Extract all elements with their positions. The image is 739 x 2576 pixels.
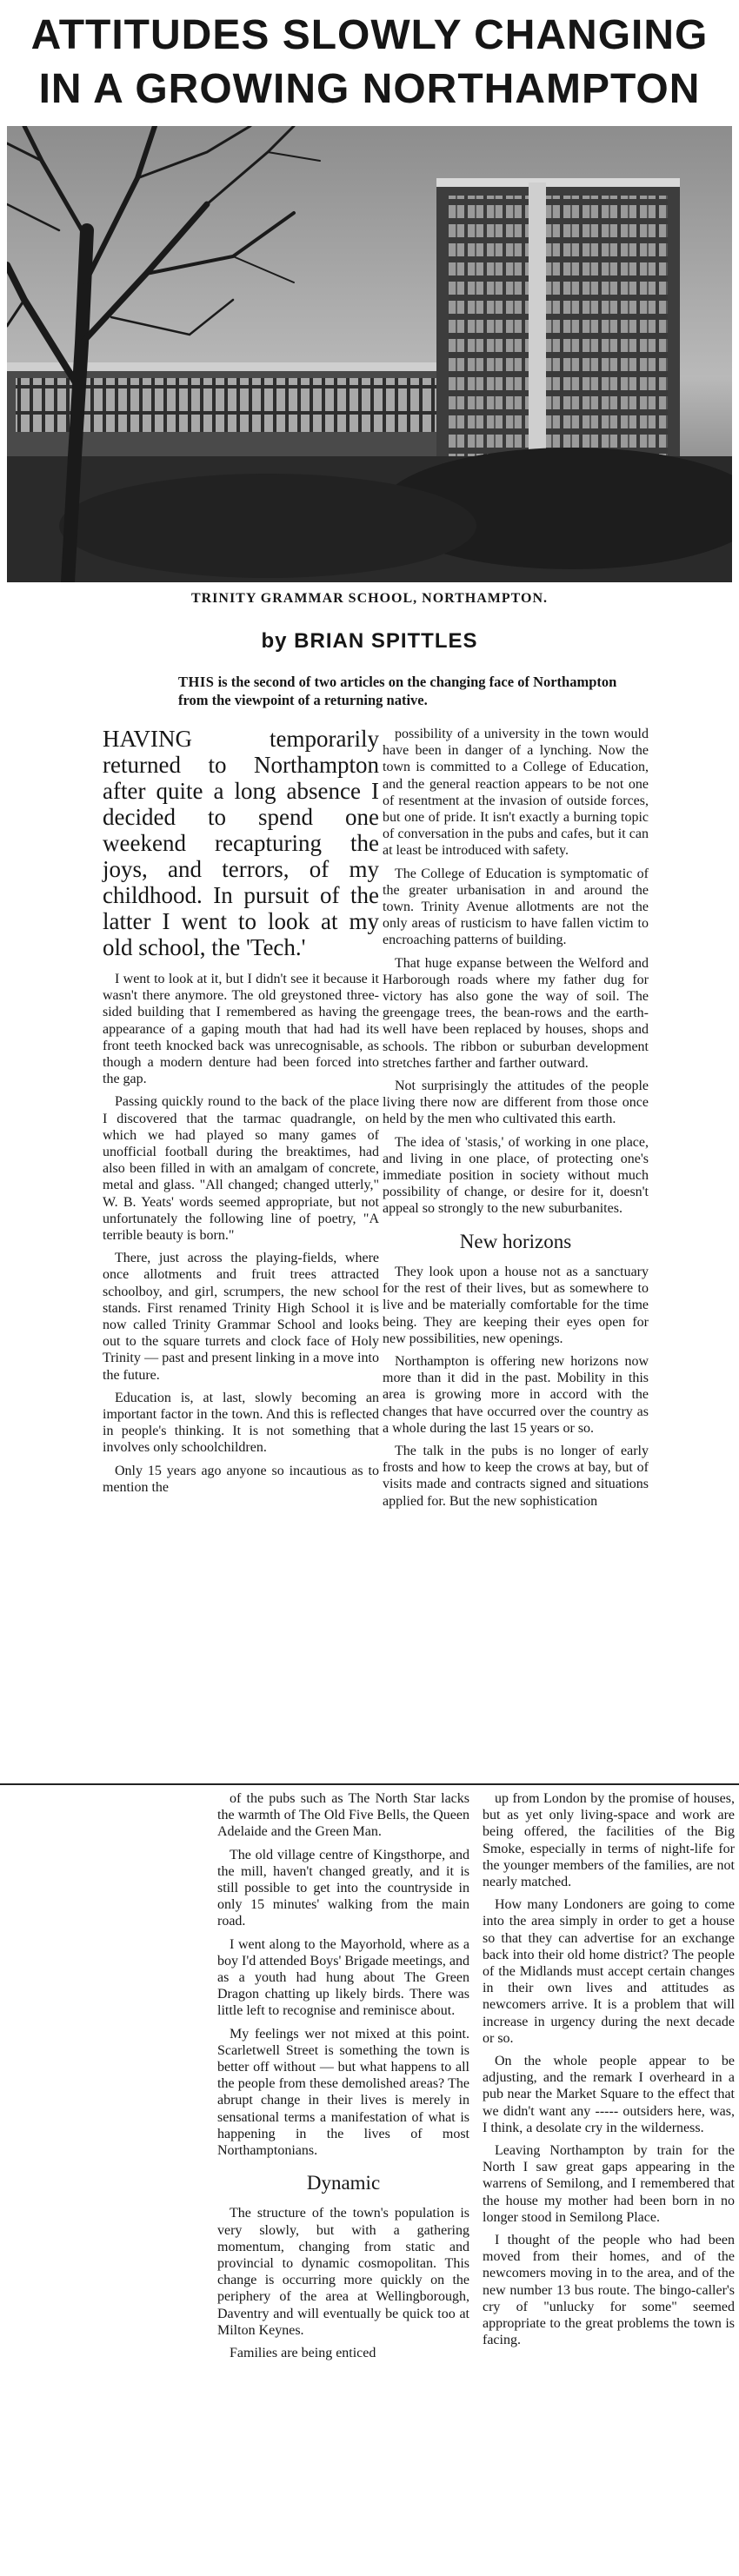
headline	[0, 9, 739, 116]
paragraph: How many Londoners are going to come into the area simply in order to get a house so that they can advertise for an exchange back into their old home district? The people of the Midlands must accept certain changes in their own lives and attitudes as newcomers arrive. It is a problem that will increase in urgency during the next decade or so.	[483, 1897, 735, 2046]
paragraph: Families are being enticed	[230, 2346, 376, 2361]
paragraph: Not surprisingly the attitudes of the people living there now are different from those once held by the men who cultivated this earth.	[383, 1079, 649, 1127]
byline: by BRIAN SPITTLES	[261, 629, 478, 653]
paragraph: On the whole people appear to be adjusting, and the remark I overheard in a pub near the Market Square to the effect that we didn't want any ----- outsiders here, was, I think, a desolate cry in the wilderness.	[483, 2054, 735, 2135]
paragraph: Passing quickly round to the back of the place I discovered that the tarmac quadrangle, on which we had played so many games of unofficial football during the breaktimes, had also been filled in with an amalgam of concrete, metal and glass. "All changed; changed utterly," W. B. Yeats' words seemed appropriate, but not unfortunately the following line of poetry, "A terrible beauty is born."	[103, 1094, 379, 1244]
school-photo	[7, 126, 732, 582]
paragraph: Northampton is offering new horizons now more than it did in the past. Mobility in this area is growing more in accord with the changes that have occurred over the country as a whole during the last 15 years or so.	[383, 1353, 649, 1436]
paragraph: up from London by the promise of houses, but as yet only living-space and work are being offered, the facilities of the Big Smoke, especially in terms of night-life for the younger members of the families, are not nearly matched.	[483, 1791, 735, 1890]
paragraph: They look upon a house not as a sanctuary for the rest of their lives, but as somewhere to live and be materially comfortable for the time being. They are keeping their eyes open for new possibilities, new openings.	[383, 1264, 649, 1346]
subheading-dynamic: Dynamic	[306, 2172, 381, 2194]
headline-line-1: ATTITUDES SLOWLY CHANGING	[30, 12, 709, 58]
paragraph: The College of Education is symptomatic of the greater urbanisation in and around the town. Trinity Avenue allotments are not the only areas of rusticism to have fallen victim to encroaching patterns of building.	[383, 866, 649, 948]
headline-line-2: IN A GROWING NORTHAMPTON	[38, 66, 701, 112]
paragraph: My feelings wer not mixed at this point. Scarletwell Street is something the town is better off without — but what happens to all the people from these demolished areas? The abrupt change in their lives is merely in sensational terms a manifestation of what is happening in the lives of most Northamptonians.	[217, 2026, 469, 2159]
standfirst-lead: THIS	[178, 674, 215, 690]
paragraph: The idea of 'stasis,' of working in one place, and living in one place, of protecting one's immediate position in society without much possibility of change, or desire for it, doesn't appeal so strongly to the new suburbanites.	[383, 1134, 649, 1217]
standfirst	[178, 673, 622, 709]
paragraph: I went along to the Mayorhold, where as a boy I'd attended Boys' Brigade meetings, and as a youth had hung about The Green Dragon chatting up likely birds. There was little left to recognise and reminisce about.	[217, 1936, 469, 2019]
standfirst-text: is the second of two articles on the changing face of Northampton from the viewpoint of a returning native.	[178, 674, 617, 708]
subheading-new-horizons: New horizons	[459, 1230, 572, 1252]
paragraph: possibility of a university in the town would have been in danger of a lynching. Now the town is committed to a College of Education, and the general reaction appears to be not one of resentment at the invasion of outside forces, but one of pride. It isn't exactly a burning topic of conversation in the pubs and cafes, but it can at least be introduced with safety.	[383, 727, 649, 859]
paragraph: Only 15 years ago anyone so incautious as to mention the	[103, 1463, 379, 1495]
column-2	[383, 726, 649, 1516]
column-3	[217, 1790, 469, 2367]
column-4	[483, 1790, 735, 2355]
paragraph: The old village centre of Kingsthorpe, and the mill, haven't changed greatly, and it is still possible to get into the countryside in only 15 minutes' walking from the main road.	[217, 1847, 469, 1929]
intro-paragraph: HAVING temporarily returned to Northampton after quite a long absence I decided to spend one weekend recapturing the joys, and terrors, of my childhood. In pursuit of the latter I went to look at my old school, the 'Tech.'	[103, 726, 379, 960]
paragraph: Education is, at last, slowly becoming an important factor in the town. And this is reflected in people's thinking. It is not something that involves only schoolchildren.	[103, 1390, 379, 1456]
paragraph: of the pubs such as The North Star lacks the warmth of The Old Five Bells, the Queen Adelaide and the Green Man.	[217, 1791, 469, 1840]
section-divider	[0, 1783, 739, 1785]
paragraph: I went to look at it, but I didn't see it because it wasn't there anymore. The old greystoned three-sided building that I remembered as having the appearance of a gaping mouth that had had its front teeth knocked back was unrecognisable, as though a modern denture had been forced into the gap.	[103, 972, 379, 1087]
column-1	[103, 726, 379, 1502]
paragraph: Leaving Northampton by train for the North I saw great gaps appearing in the warrens of Semilong, and I remembered that the house my mother had been born in no longer stood in Semilong Place.	[483, 2143, 735, 2225]
paragraph: I thought of the people who had been moved from their homes, and of the newcomers moving in to the area, and of the new number 13 bus route. The bingo-caller's cry of "unlucky for some" seemed appropriate to the great problems the town is facing.	[483, 2233, 735, 2348]
photo-caption: TRINITY GRAMMAR SCHOOL, NORTHAMPTON.	[190, 591, 549, 606]
paragraph: The structure of the town's population is very slowly, but with a gathering momentum, changing from static and provincial to dynamic cosmopolitan. This change is occurring more quickly on the periphery of the area at Wellingborough, Daventry and will eventually be quick too at Milton Keynes.	[217, 2206, 469, 2338]
paragraph: The talk in the pubs is no longer of early frosts and how to keep the crows at bay, but of visits made and contracts signed and situations applied for. But the new sophistication	[383, 1443, 649, 1509]
paragraph: That huge expanse between the Welford and Harborough roads where my father dug for victory has also gone the way of soil. The greengage trees, the bean-rows and the earth-well have been replaced by houses, shops and schools. The ribbon or suburban development stretches farther and farther outward.	[383, 955, 649, 1071]
paragraph: There, just across the playing-fields, where once allotments and fruit trees attracted schoolboy, and girl, scrumpers, the new school stands. First renamed Trinity High School it is now called Trinity Grammar School and looks out to the square turrets and clock face of Holy Trinity — past and present linking in a move into the future.	[103, 1251, 379, 1383]
